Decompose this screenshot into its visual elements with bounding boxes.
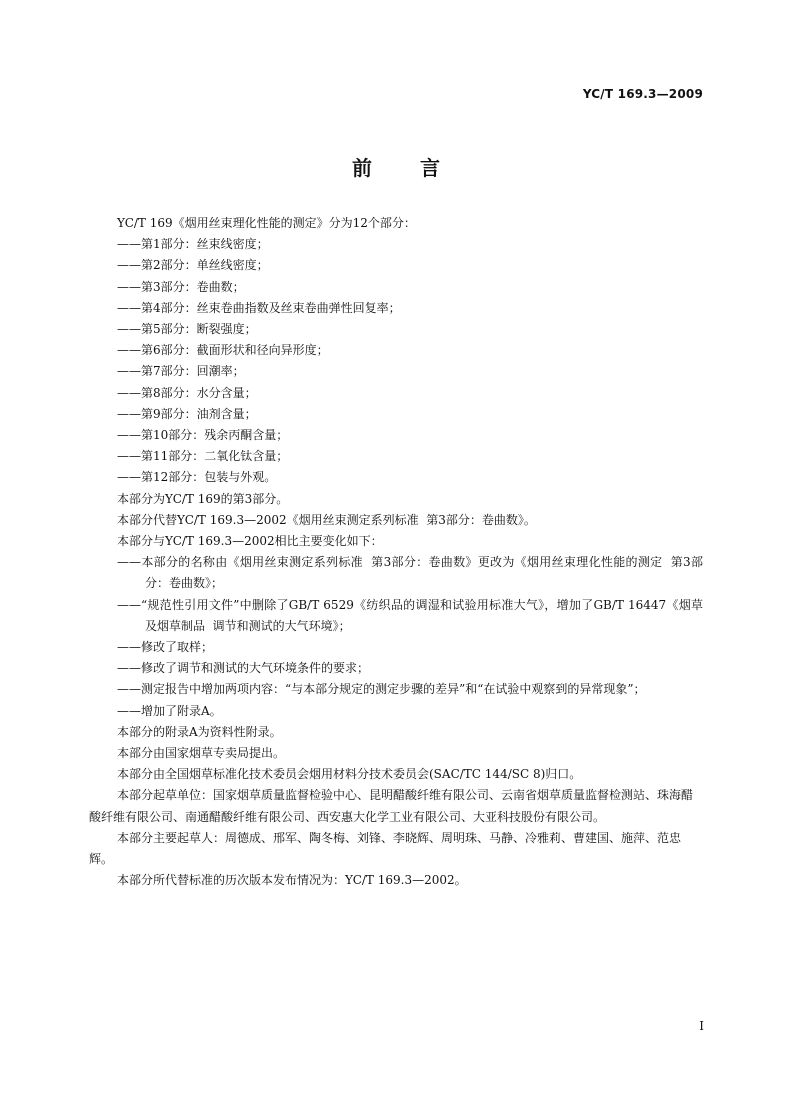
standard-code: YC/T 169.3—2009 xyxy=(582,87,703,101)
part-list-item: ——第8部分：水分含量； xyxy=(117,385,257,400)
drafters-paragraph: 本部分主要起草人：周德成、邢军、陶冬梅、刘锋、李晓辉、周明珠、马静、冷雅莉、曹建国、施萍、范忠辉。 xyxy=(89,830,682,867)
proposed-by-paragraph: 本部分由国家烟草专卖局提出。 xyxy=(117,746,286,761)
change-list-item: ——修改了调节和测试的大气环境条件的要求； xyxy=(117,661,370,676)
centralized-by-paragraph: 本部分由全国烟草标准化技术委员会烟用材料分技术委员会(SAC/TC 144/SC 8)归口。 xyxy=(117,767,582,782)
part-list-item: ——第3部分：卷曲数； xyxy=(117,279,245,294)
change-list-item: ——测定报告中增加两项内容：“与本部分规定的测定步骤的差异”和“在试验中观察到的异常现象”； xyxy=(117,682,646,697)
replaces-paragraph: 本部分代替YC/T 169.3—2002《烟用丝束测定系列标准 第3部分：卷曲数》。 xyxy=(117,512,536,527)
page-title: 前言 xyxy=(352,156,488,180)
change-list-item: ——本部分的名称由《烟用丝束测定系列标准 第3部分：卷曲数》更改为《烟用丝束理化性能的测定 第3部分：卷曲数》； xyxy=(117,555,703,591)
parts-list xyxy=(89,234,703,488)
intro-paragraph: YC/T 169《烟用丝束理化性能的测定》分为12个部分： xyxy=(117,216,416,230)
change-list-item: ——增加了附录A。 xyxy=(117,703,222,718)
part-list-item: ——第7部分：回潮率； xyxy=(117,364,245,379)
part-list-item: ——第12部分：包装与外观。 xyxy=(117,470,277,485)
change-list-item: ——修改了取样； xyxy=(117,640,214,655)
part-list-item: ——第1部分：丝束线密度； xyxy=(117,237,269,252)
part-list-item: ——第11部分：二氧化钛含量； xyxy=(117,449,289,464)
changes-intro-paragraph: 本部分与YC/T 169.3—2002相比主要变化如下： xyxy=(117,534,383,549)
part-list-item: ——第4部分：丝束卷曲指数及丝束卷曲弹性回复率； xyxy=(117,300,401,315)
this-part-paragraph: 本部分为YC/T 169的第3部分。 xyxy=(117,491,289,506)
appendix-paragraph: 本部分的附录A为资料性附录。 xyxy=(117,724,282,739)
part-list-item: ——第10部分：残余丙酮含量； xyxy=(117,428,289,443)
changes-list xyxy=(89,552,703,722)
page-number: I xyxy=(699,1019,704,1033)
part-list-item: ——第5部分：断裂强度； xyxy=(117,322,257,337)
change-list-item: ——“规范性引用文件”中删除了GB/T 6529《纺织品的调湿和试验用标准大气》，增加了GB/T 16447《烟草及烟草制品 调节和测试的大气环境》； xyxy=(117,597,703,633)
part-list-item: ——第9部分：油剂含量； xyxy=(117,406,257,421)
drafting-units-paragraph: 本部分起草单位：国家烟草质量监督检验中心、昆明醋酸纤维有限公司、云南省烟草质量监督检测站、珠海醋酸纤维有限公司、南通醋酸纤维有限公司、西安惠大化学工业有限公司、大亚科技股份有限公司。 xyxy=(89,788,694,824)
foreword-body xyxy=(89,213,703,892)
part-list-item: ——第6部分：截面形状和径向异形度； xyxy=(117,343,329,358)
history-paragraph: 本部分所代替标准的历次版本发布情况为：YC/T 169.3—2002。 xyxy=(117,873,467,888)
part-list-item: ——第2部分：单丝线密度； xyxy=(117,258,269,273)
